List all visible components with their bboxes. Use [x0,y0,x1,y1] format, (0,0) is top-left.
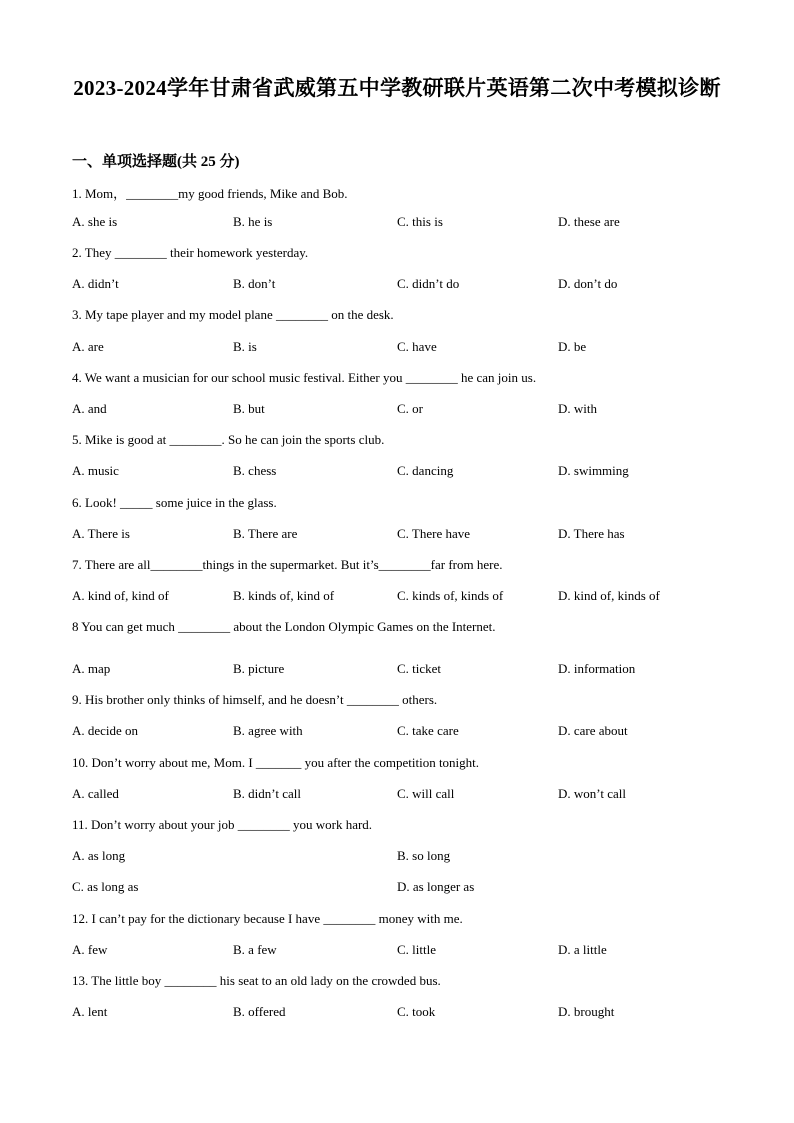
option-d: D. these are [558,214,620,229]
question-stem: 4. We want a musician for our school music festival. Either you ________ he can join us. [72,370,537,385]
option-c: C. take care [397,723,459,738]
option-b: B. a few [233,942,277,957]
option-a: A. few [72,942,108,957]
option-a: A. kind of, kind of [72,588,169,603]
option-b: B. so long [397,848,451,863]
option-c: C. didn’t do [397,276,460,291]
section-heading: 一、单项选择题(共 25 分) [72,154,240,170]
option-a: A. are [72,339,104,354]
page-title: 2023-2024学年甘肃省武威第五中学教研联片英语第二次中考模拟诊断 [73,76,721,100]
option-c: C. little [397,942,436,957]
option-a: A. lent [72,1004,108,1019]
option-d: D. care about [558,723,628,738]
option-a: A. and [72,401,107,416]
option-a: A. decide on [72,723,139,738]
option-b: B. don’t [233,276,276,291]
option-a: A. as long [72,848,126,863]
option-d: D. with [558,401,597,416]
option-b: B. agree with [233,723,303,738]
option-c: C. ticket [397,661,442,676]
option-c: C. There have [397,526,471,541]
option-d: D. a little [558,942,607,957]
question-stem: 5. Mike is good at ________. So he can join the sports club. [72,432,385,447]
option-c: C. will call [397,786,455,801]
option-b: B. picture [233,661,285,676]
option-d: D. don’t do [558,276,618,291]
option-d: D. won’t call [558,786,626,801]
option-b: B. There are [233,526,298,541]
option-d: D. brought [558,1004,615,1019]
option-c: C. have [397,339,437,354]
option-b: B. offered [233,1004,286,1019]
option-b: B. he is [233,214,273,229]
option-a: A. didn’t [72,276,119,291]
option-c: C. dancing [397,463,454,478]
option-d: D. information [558,661,636,676]
option-c: C. as long as [72,879,139,894]
question-stem: 11. Don’t worry about your job ________ you work hard. [72,817,373,832]
option-d: D. be [558,339,587,354]
question-stem: 13. The little boy ________ his seat to an old lady on the crowded bus. [72,973,441,988]
question-stem: 2. They ________ their homework yesterday. [72,245,309,260]
question-stem: 1. Mom，________my good friends, Mike and Bob. [72,186,348,201]
option-b: B. but [233,401,265,416]
option-c: C. kinds of, kinds of [397,588,504,603]
option-a: A. she is [72,214,118,229]
option-b: B. chess [233,463,277,478]
option-c: C. or [397,401,423,416]
option-a: A. music [72,463,119,478]
question-stem: 8 You can get much ________ about the London Olympic Games on the Internet. [72,619,496,634]
option-d: D. as longer as [397,879,475,894]
option-b: B. kinds of, kind of [233,588,335,603]
option-a: A. map [72,661,111,676]
question-stem: 3. My tape player and my model plane ________ on the desk. [72,307,394,322]
question-stem: 6. Look! _____ some juice in the glass. [72,495,277,510]
option-b: B. didn’t call [233,786,302,801]
option-d: D. kind of, kinds of [558,588,660,603]
option-c: C. took [397,1004,436,1019]
question-stem: 10. Don’t worry about me, Mom. I _______ you after the competition tonight. [72,755,480,770]
option-a: A. There is [72,526,130,541]
question-stem: 7. There are all________things in the supermarket. But it’s________far from here. [72,557,503,572]
question-stem: 12. I can’t pay for the dictionary because I have ________ money with me. [72,911,463,926]
option-b: B. is [233,339,257,354]
question-stem: 9. His brother only thinks of himself, and he doesn’t ________ others. [72,692,438,707]
option-c: C. this is [397,214,443,229]
option-d: D. swimming [558,463,629,478]
option-d: D. There has [558,526,625,541]
option-a: A. called [72,786,119,801]
